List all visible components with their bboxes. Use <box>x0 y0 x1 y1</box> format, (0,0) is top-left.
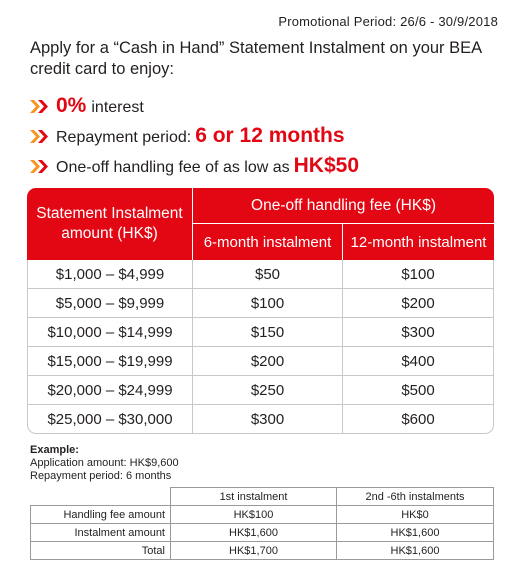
example-section <box>30 444 179 483</box>
table-row <box>27 376 494 405</box>
first-instalment-value: HK$1,600 <box>171 524 337 542</box>
handling-fee-amount: HK$50 <box>293 154 360 177</box>
fee-6-month: $50 <box>193 260 343 289</box>
fee-12-month: $400 <box>343 347 494 376</box>
intro-text: Apply for a “Cash in Hand” Statement Instalment on your BEA credit card to enjoy: <box>30 39 482 78</box>
amount-range: $5,000 – $9,999 <box>27 289 193 318</box>
header-instalment-amount: Statement Instalment amount (HK$) <box>27 188 193 260</box>
table-row <box>31 524 494 542</box>
header-6-month: 6-month instalment <box>193 224 343 260</box>
amount-range: $20,000 – $24,999 <box>27 376 193 405</box>
interest-label: interest <box>91 99 144 116</box>
table-row <box>27 405 494 434</box>
repayment-period: 6 or 12 months <box>195 124 345 147</box>
fee-12-month: $200 <box>343 289 494 318</box>
header-1st-instalment: 1st instalment <box>171 488 337 506</box>
promotional-period: Promotional Period: 26/6 - 30/9/2018 <box>278 14 498 29</box>
later-instalments-value: HK$1,600 <box>337 542 494 560</box>
interest-rate: 0% <box>56 94 87 117</box>
first-instalment-value: HK$100 <box>171 506 337 524</box>
table-row <box>31 506 494 524</box>
row-label: Instalment amount <box>31 524 171 542</box>
handling-fee-label: One-off handling fee of as low as <box>56 159 290 176</box>
double-chevron-icon <box>30 100 50 113</box>
double-chevron-icon <box>30 160 50 173</box>
table-row <box>31 542 494 560</box>
handling-fee-table <box>27 188 494 434</box>
fee-12-month: $600 <box>343 405 494 434</box>
header-handling-fee: One-off handling fee (HK$) <box>193 188 494 224</box>
table-row <box>27 289 494 318</box>
table-row <box>27 260 494 289</box>
fee-6-month: $100 <box>193 289 343 318</box>
first-instalment-value: HK$1,700 <box>171 542 337 560</box>
fee-12-month: $500 <box>343 376 494 405</box>
fee-6-month: $150 <box>193 318 343 347</box>
benefit-repayment <box>30 124 345 148</box>
example-title: Example: <box>30 444 79 456</box>
fee-6-month: $250 <box>193 376 343 405</box>
table-row <box>27 347 494 376</box>
example-repayment-period: Repayment period: 6 months <box>30 470 172 482</box>
table-row <box>31 488 494 506</box>
row-label: Handling fee amount <box>31 506 171 524</box>
amount-range: $1,000 – $4,999 <box>27 260 193 289</box>
amount-range: $25,000 – $30,000 <box>27 405 193 434</box>
amount-range: $10,000 – $14,999 <box>27 318 193 347</box>
fee-12-month: $100 <box>343 260 494 289</box>
empty-header-cell <box>31 488 171 506</box>
header-2nd-6th-instalments: 2nd -6th instalments <box>337 488 494 506</box>
table-row <box>27 318 494 347</box>
header-12-month: 12-month instalment <box>343 224 494 260</box>
fee-6-month: $200 <box>193 347 343 376</box>
amount-range: $15,000 – $19,999 <box>27 347 193 376</box>
example-application-amount: Application amount: HK$9,600 <box>30 457 179 469</box>
example-table <box>30 487 494 560</box>
later-instalments-value: HK$1,600 <box>337 524 494 542</box>
later-instalments-value: HK$0 <box>337 506 494 524</box>
double-chevron-icon <box>30 130 50 143</box>
fee-6-month: $300 <box>193 405 343 434</box>
benefit-interest <box>30 94 144 118</box>
benefit-handling-fee <box>30 154 359 178</box>
repayment-label: Repayment period: <box>56 129 192 146</box>
row-label: Total <box>31 542 171 560</box>
fee-12-month: $300 <box>343 318 494 347</box>
